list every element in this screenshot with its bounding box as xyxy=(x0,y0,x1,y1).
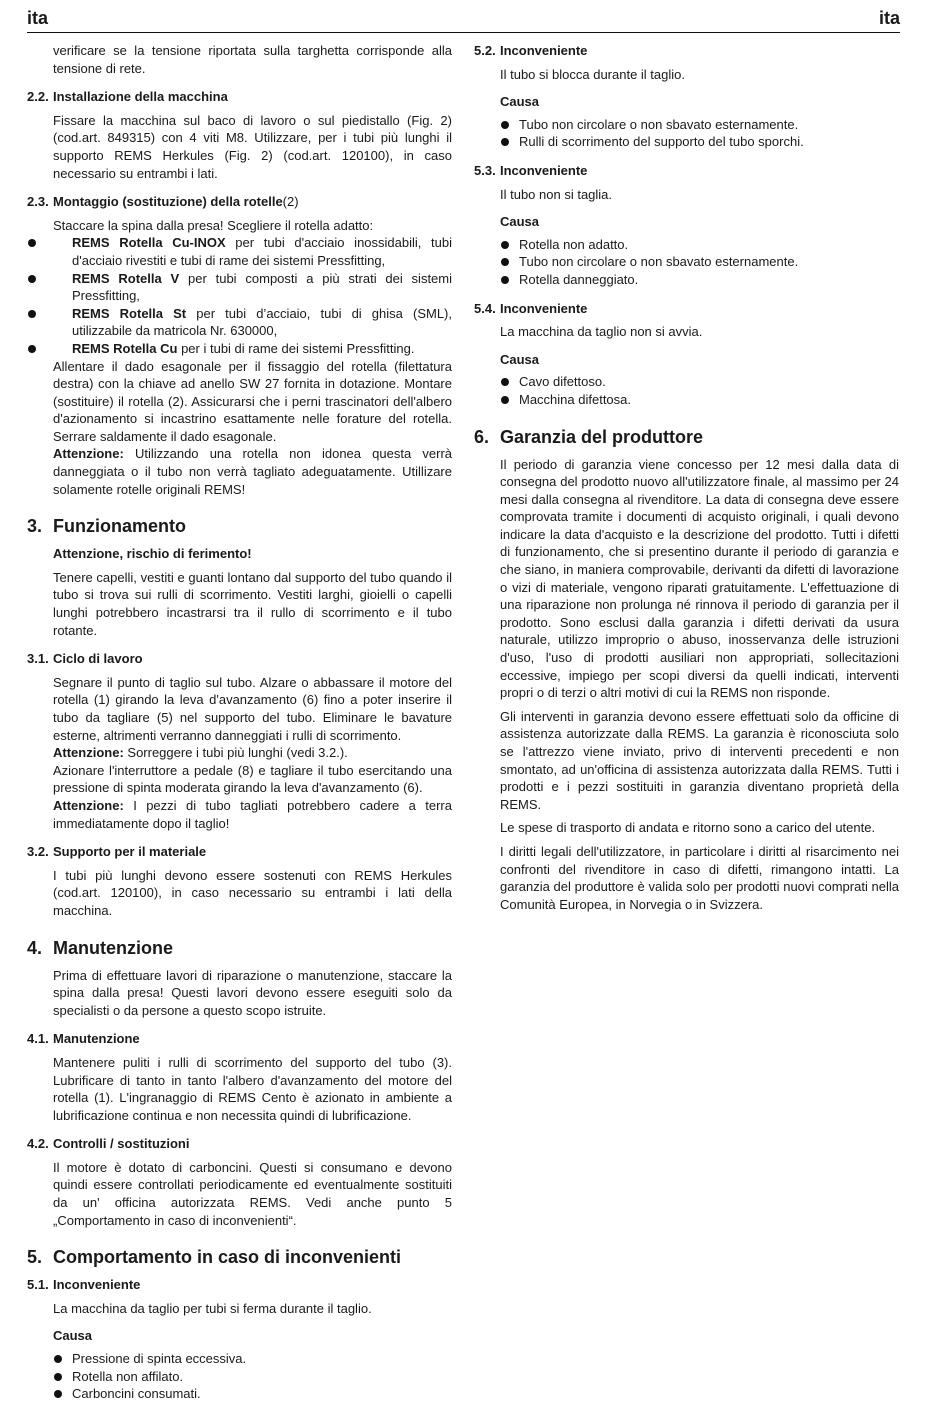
text-2-3: Allentare il dado esagonale per il fissaggio del rotella (filettatura destra) con la chiave ad anello SW 27 fornita in dotazione. Montare (sostituire) il rotella (2). Assicurarsi che i perni trascinatori dell'albero d'azionamento si incastrino esattamente nelle forature del rotella. Serrare saldamente il dado esagonale. xyxy=(53,358,452,444)
text-4: Prima di effettuare lavori di riparazione o manutenzione, staccare la spina dalla presa! Questi lavori devono essere eseguiti solo da specialisti o da persone a questo scopo istruite. xyxy=(53,967,452,1018)
language-label-right: ita xyxy=(878,8,900,28)
left-column xyxy=(27,42,452,1403)
right-column xyxy=(474,42,899,913)
heading-5-2: 5.2. Inconveniente xyxy=(474,43,588,58)
heading-5-3: 5.3. Inconveniente xyxy=(474,162,588,178)
list-item: REMS Rotella Cu per i tubi di rame dei sistemi Pressfitting. xyxy=(27,340,452,358)
cause-label-5-4: Causa xyxy=(500,351,540,367)
cause-list-5-4 xyxy=(500,373,899,408)
text-3: Tenere capelli, vestiti e guanti lontano dal supporto del tubo quando il tubo si trova sui rulli di scorrimento. Vestiti larghi, gioielli o capelli lunghi potrebbero incastrarsi tra il rullo di scorrimento e il tubo rotante. xyxy=(53,569,452,638)
warning-3-1a: Attenzione: Sorreggere i tubi più lunghi (vedi 3.2.). xyxy=(53,745,348,761)
heading-3-2: 3.2. Supporto per il materiale xyxy=(27,844,207,860)
list-item: Rulli di scorrimento del supporto del tubo sporchi. xyxy=(500,133,899,151)
heading-4-1: 4.1. Manutenzione xyxy=(27,1031,140,1047)
list-item: Cavo difettoso. xyxy=(500,373,899,391)
text-5-4: La macchina da taglio non si avvia. xyxy=(500,324,703,340)
text-3-2: I tubi più lunghi devono essere sostenuti con REMS Herkules (cod.art. 120100), in caso necessario su entrambi i lati della macchina. xyxy=(53,867,452,918)
text-5-2: Il tubo si blocca durante il taglio. xyxy=(500,66,685,82)
heading-4: 4. Manutenzione xyxy=(27,937,173,958)
cause-list-5-2 xyxy=(500,116,899,151)
list-item: Macchina difettosa. xyxy=(500,391,899,409)
list-item: REMS Rotella St per tubi d’acciaio, tubi di ghisa (SML), utilizzabile da matricola Nr. 630000, xyxy=(27,305,452,340)
warranty-paragraph-4: I diritti legali dell'utilizzatore, in particolare i diritti al risarcimento nei confronti del rivenditore in caso di difetti, rimangono intatti. La garanzia del produttore è valida solo per prodotti nuovi comprati nella Comunità Europea, in Norvegia o in Svizzera. xyxy=(500,843,899,912)
heading-5-4: 5.4. Inconveniente xyxy=(474,300,588,316)
cause-label-5-1: Causa xyxy=(53,1328,93,1344)
list-item: Tubo non circolare o non sbavato esternamente. xyxy=(500,253,899,271)
text-5-3: Il tubo non si taglia. xyxy=(500,186,613,202)
heading-5: 5. Comportamento in caso di inconvenienti xyxy=(27,1247,402,1268)
text-4-2: Il motore è dotato di carboncini. Questi si consumano e devono quindi essere controllati periodicamente ed eventualmente sostituiti da un' officina autorizzata REMS. Vedi anche punto 5 „Comportamento in caso di inconvenienti“. xyxy=(53,1159,452,1228)
list-item: Carboncini consumati. xyxy=(53,1385,452,1403)
cause-label-5-2: Causa xyxy=(500,94,540,110)
heading-2-3: 2.3. Montaggio (sostituzione) della rotelle (2) xyxy=(27,194,299,210)
cause-list-5-3 xyxy=(500,236,899,289)
heading-3: 3. Funzionamento xyxy=(27,516,186,537)
warning-3: Attenzione, rischio di ferimento! xyxy=(53,546,252,562)
heading-5-1: 5.1. Inconveniente xyxy=(27,1277,141,1293)
warranty-paragraph-3: Le spese di trasporto di andata e ritorno sono a carico del utente. xyxy=(500,820,876,836)
warranty-paragraph-1: Il periodo di garanzia viene concesso per 12 mesi dalla data di consegna del prodotto nuovo all'utilizzatore finale, al massimo per 24 mesi dalla consegna al rivenditore. La data di consegna deve essere comprovata tramite i documenti di acquisto originali, i quali devono indicare la data d'acquisto e la descrizione del prodotto. Tutti i difetti di funzionamento, che si presentino durante il periodo di garanzia e che siano, in maniera comprovabile, derivanti da difetti di lavorazione o vizi di materiale, vengono riparati gratuitamente. L'effettuazione di una riparazione non prolunga né rinnova il periodo di garanzia per il prodotto. Sono esclusi dalla garanzia i difetti derivati da usura naturale, utilizzo improprio o abuso, inosservanza delle istruzioni d'uso, l'uso di prodotti ausiliari non appropriati, sollecitazioni eccessive, impiego per scopi diversi da quelli indicati, interventi propri o di terzi o altri motivi di cui la REMS non risponde. xyxy=(500,456,899,701)
list-item: Tubo non circolare o non sbavato esternamente. xyxy=(500,116,899,134)
text-5-1: La macchina da taglio per tubi si ferma durante il taglio. xyxy=(53,1300,372,1316)
intro-text: verificare se la tensione riportata sulla targhetta corrisponde alla tensione di rete. xyxy=(53,43,452,76)
rotella-list xyxy=(27,234,452,357)
list-item: Pressione di spinta eccessiva. xyxy=(53,1350,452,1368)
language-label-left: ita xyxy=(27,8,49,28)
text-3-1a: Segnare il punto di taglio sul tubo. Alzare o abbassare il motore del rotella (1) girando la leva d'avanzamento (6) fino a poter inserire il tubo da tagliare (5) nel supporto del tubo. Eliminare le bavature esterne, altrimenti verranno danneggiati i rulli di scorrimento. xyxy=(53,674,452,743)
text-4-1: Mantenere puliti i rulli di scorrimento del supporto del tubo (3). Lubrificare di tanto in tanto l'albero d'avanzamento del motore del rotella (1). L'ingranaggio di REMS Cento è azionato in ambiente a lubrificazione continua e non necessita quindi di lubrificazione. xyxy=(53,1054,452,1123)
cause-list-5-1 xyxy=(53,1350,452,1403)
warning-3-1b: Attenzione: I pezzi di tubo tagliati potrebbero cadere a terra immediatamente dopo il taglio! xyxy=(53,797,452,831)
list-item: REMS Rotella Cu-INOX per tubi d'acciaio inossidabili, tubi d'acciaio rivestiti e tubi di rame dei sistemi Pressfitting, xyxy=(27,234,452,269)
list-item: Rotella non affilato. xyxy=(53,1368,452,1386)
page-header xyxy=(27,9,900,33)
text-3-1b: Azionare l'interruttore a pedale (8) e tagliare il tubo esercitando una pressione di spinta moderata girando la leva d'avanzamento (6). xyxy=(53,762,452,796)
warranty-paragraph-2: Gli interventi in garanzia devono essere effettuati solo da officine di assistenza autorizzate dalla REMS. La garanzia è riconosciuta solo se l'attrezzo viene inviato, privo di interventi precedenti e non smontato, ad un'officina di assistenza autorizzata dalla REMS. Tutti i prodotti e i pezzi sostituiti in garanzia diventano proprietà della REMS. xyxy=(500,708,899,812)
text-2-3-intro: Staccare la spina dalla presa! Scegliere il rotella adatto: xyxy=(53,217,374,233)
warning-2-3: Attenzione: Utilizzando una rotella non idonea questa verrà danneggiata o il tubo non verrà tagliato adeguatamente. Utillizare solamente rotelle originali REMS! xyxy=(53,446,452,497)
list-item: Rotella danneggiato. xyxy=(500,271,899,289)
heading-4-2: 4.2. Controlli / sostituzioni xyxy=(27,1136,190,1152)
text-2-2: Fissare la macchina sul baco di lavoro o sul piedistallo (Fig. 2) (cod.art. 849315) con 4 viti M8. Utilizzare, per i tubi più lunghi il supporto REMS Herkules (Fig. 2) (cod.art. 120100), in caso necessario su entrambi i lati. xyxy=(53,112,452,181)
list-item: Rotella non adatto. xyxy=(500,236,899,254)
cause-label-5-3: Causa xyxy=(500,214,540,230)
heading-3-1: 3.1. Ciclo di lavoro xyxy=(27,651,143,667)
heading-2-2: 2.2. Installazione della macchina xyxy=(27,89,228,105)
heading-6: 6. Garanzia del produttore xyxy=(474,426,704,447)
list-item: REMS Rotella V per tubi composti a più strati dei sistemi Pressfitting, xyxy=(27,270,452,305)
